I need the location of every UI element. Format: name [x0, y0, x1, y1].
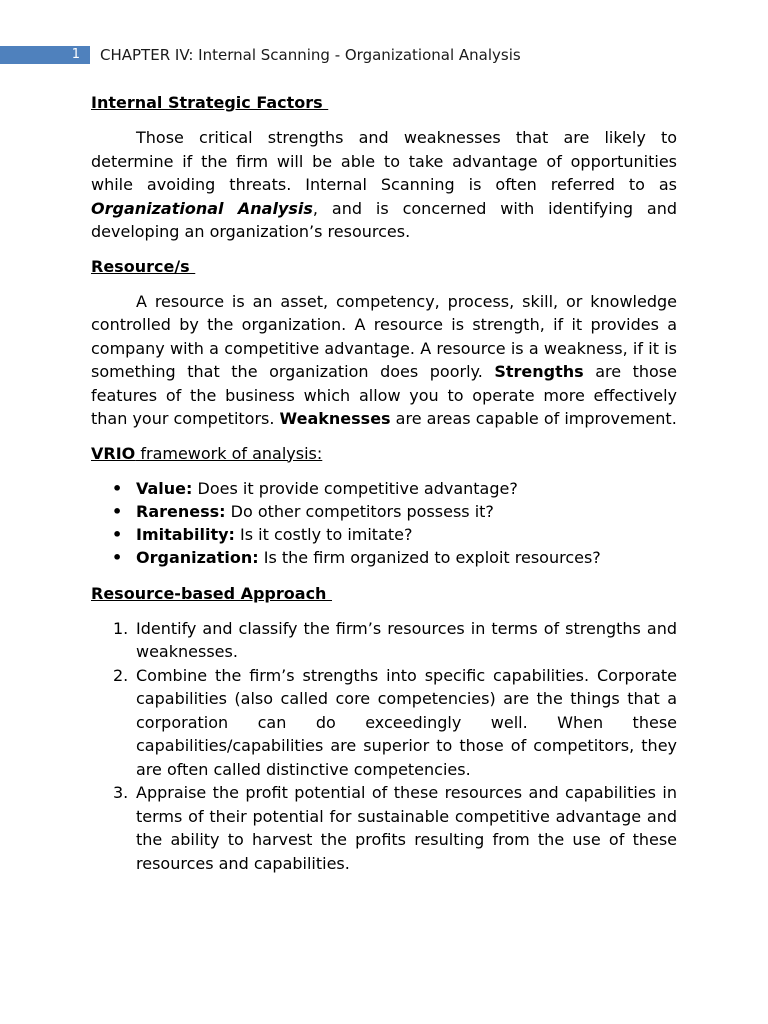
bullet-icon: •	[112, 501, 123, 521]
list-item	[113, 664, 677, 782]
bullet-icon: •	[112, 524, 123, 544]
term-strengths: Strengths	[494, 362, 584, 381]
page-number: 1	[71, 47, 80, 62]
step-number: 1.	[113, 618, 129, 638]
heading-internal-strategic-factors: Internal Strategic Factors	[91, 93, 329, 112]
bullet-icon: •	[112, 478, 123, 498]
list-item	[113, 617, 677, 664]
vrio-text: Is the firm organized to exploit resources?	[258, 547, 601, 567]
step-text: Identify and classify the firm’s resources in terms of strengths and weaknesses.	[136, 618, 677, 661]
paragraph-internal-strategic-factors	[91, 126, 677, 244]
step-number: 2.	[113, 665, 129, 685]
step-text: Appraise the profit potential of these resources and capabilities in terms of their potential for sustainable competitive advantage and the ability to harvest the profits resulting from the use of these resources and capabilities.	[136, 783, 677, 873]
step-text: Combine the firm’s strengths into specific capabilities. Corporate capabilities (also called core competencies) are the things that a corporation can do exceedingly well. When these capabilities/capabilities are superior to those of competitors, they are often called distinctive competencies.	[136, 665, 677, 779]
resource-based-steps	[91, 617, 677, 876]
vrio-term: Value:	[136, 478, 193, 498]
vrio-list	[91, 477, 677, 569]
paragraph-text: are those features of the business which allow you to operate more effectively than your competitors.	[91, 362, 677, 428]
paragraph-resources	[91, 290, 677, 431]
vrio-term: Imitability:	[136, 524, 235, 544]
vrio-term: Organization:	[136, 547, 259, 567]
heading-vrio-bold: VRIO	[91, 443, 136, 463]
vrio-term: Rareness:	[136, 501, 226, 521]
list-item	[112, 523, 677, 546]
vrio-text: Is it costly to imitate?	[234, 524, 413, 544]
heading-vrio	[91, 443, 677, 465]
paragraph-text: , and is concerned with identifying and developing an organization’s resources.	[91, 198, 677, 241]
page-number-badge	[0, 46, 90, 64]
list-item	[112, 477, 677, 500]
chapter-header: CHAPTER IV: Internal Scanning - Organizational Analysis	[100, 46, 521, 64]
bullet-icon: •	[112, 547, 123, 567]
vrio-text: Do other competitors possess it?	[225, 501, 494, 521]
step-number: 3.	[113, 783, 129, 802]
emphasis-organizational-analysis: Organizational Analysis	[91, 198, 313, 218]
list-item	[112, 546, 677, 569]
paragraph-text: are areas capable of improvement.	[390, 409, 677, 428]
paragraph-text: A resource is an asset, competency, process, skill, or knowledge controlled by the organization. A resource is strength, if it provides a company with a competitive advantage. A resource is a weakness, if it is something that the organization does poorly.	[91, 291, 677, 381]
list-item	[113, 781, 677, 875]
list-item	[112, 500, 677, 523]
heading-resources: Resource/s	[91, 256, 196, 276]
vrio-text: Does it provide competitive advantage?	[192, 478, 518, 498]
paragraph-text: Those critical strengths and weaknesses that are likely to determine if the firm will be able to take advantage of opportunities while avoiding threats. Internal Scanning is often referred to as	[91, 128, 677, 194]
document-body	[91, 92, 677, 875]
heading-vrio-rest: framework of analysis:	[135, 443, 323, 463]
heading-resource-based-approach: Resource-based Approach	[91, 583, 333, 603]
term-weaknesses: Weaknesses	[279, 409, 391, 428]
